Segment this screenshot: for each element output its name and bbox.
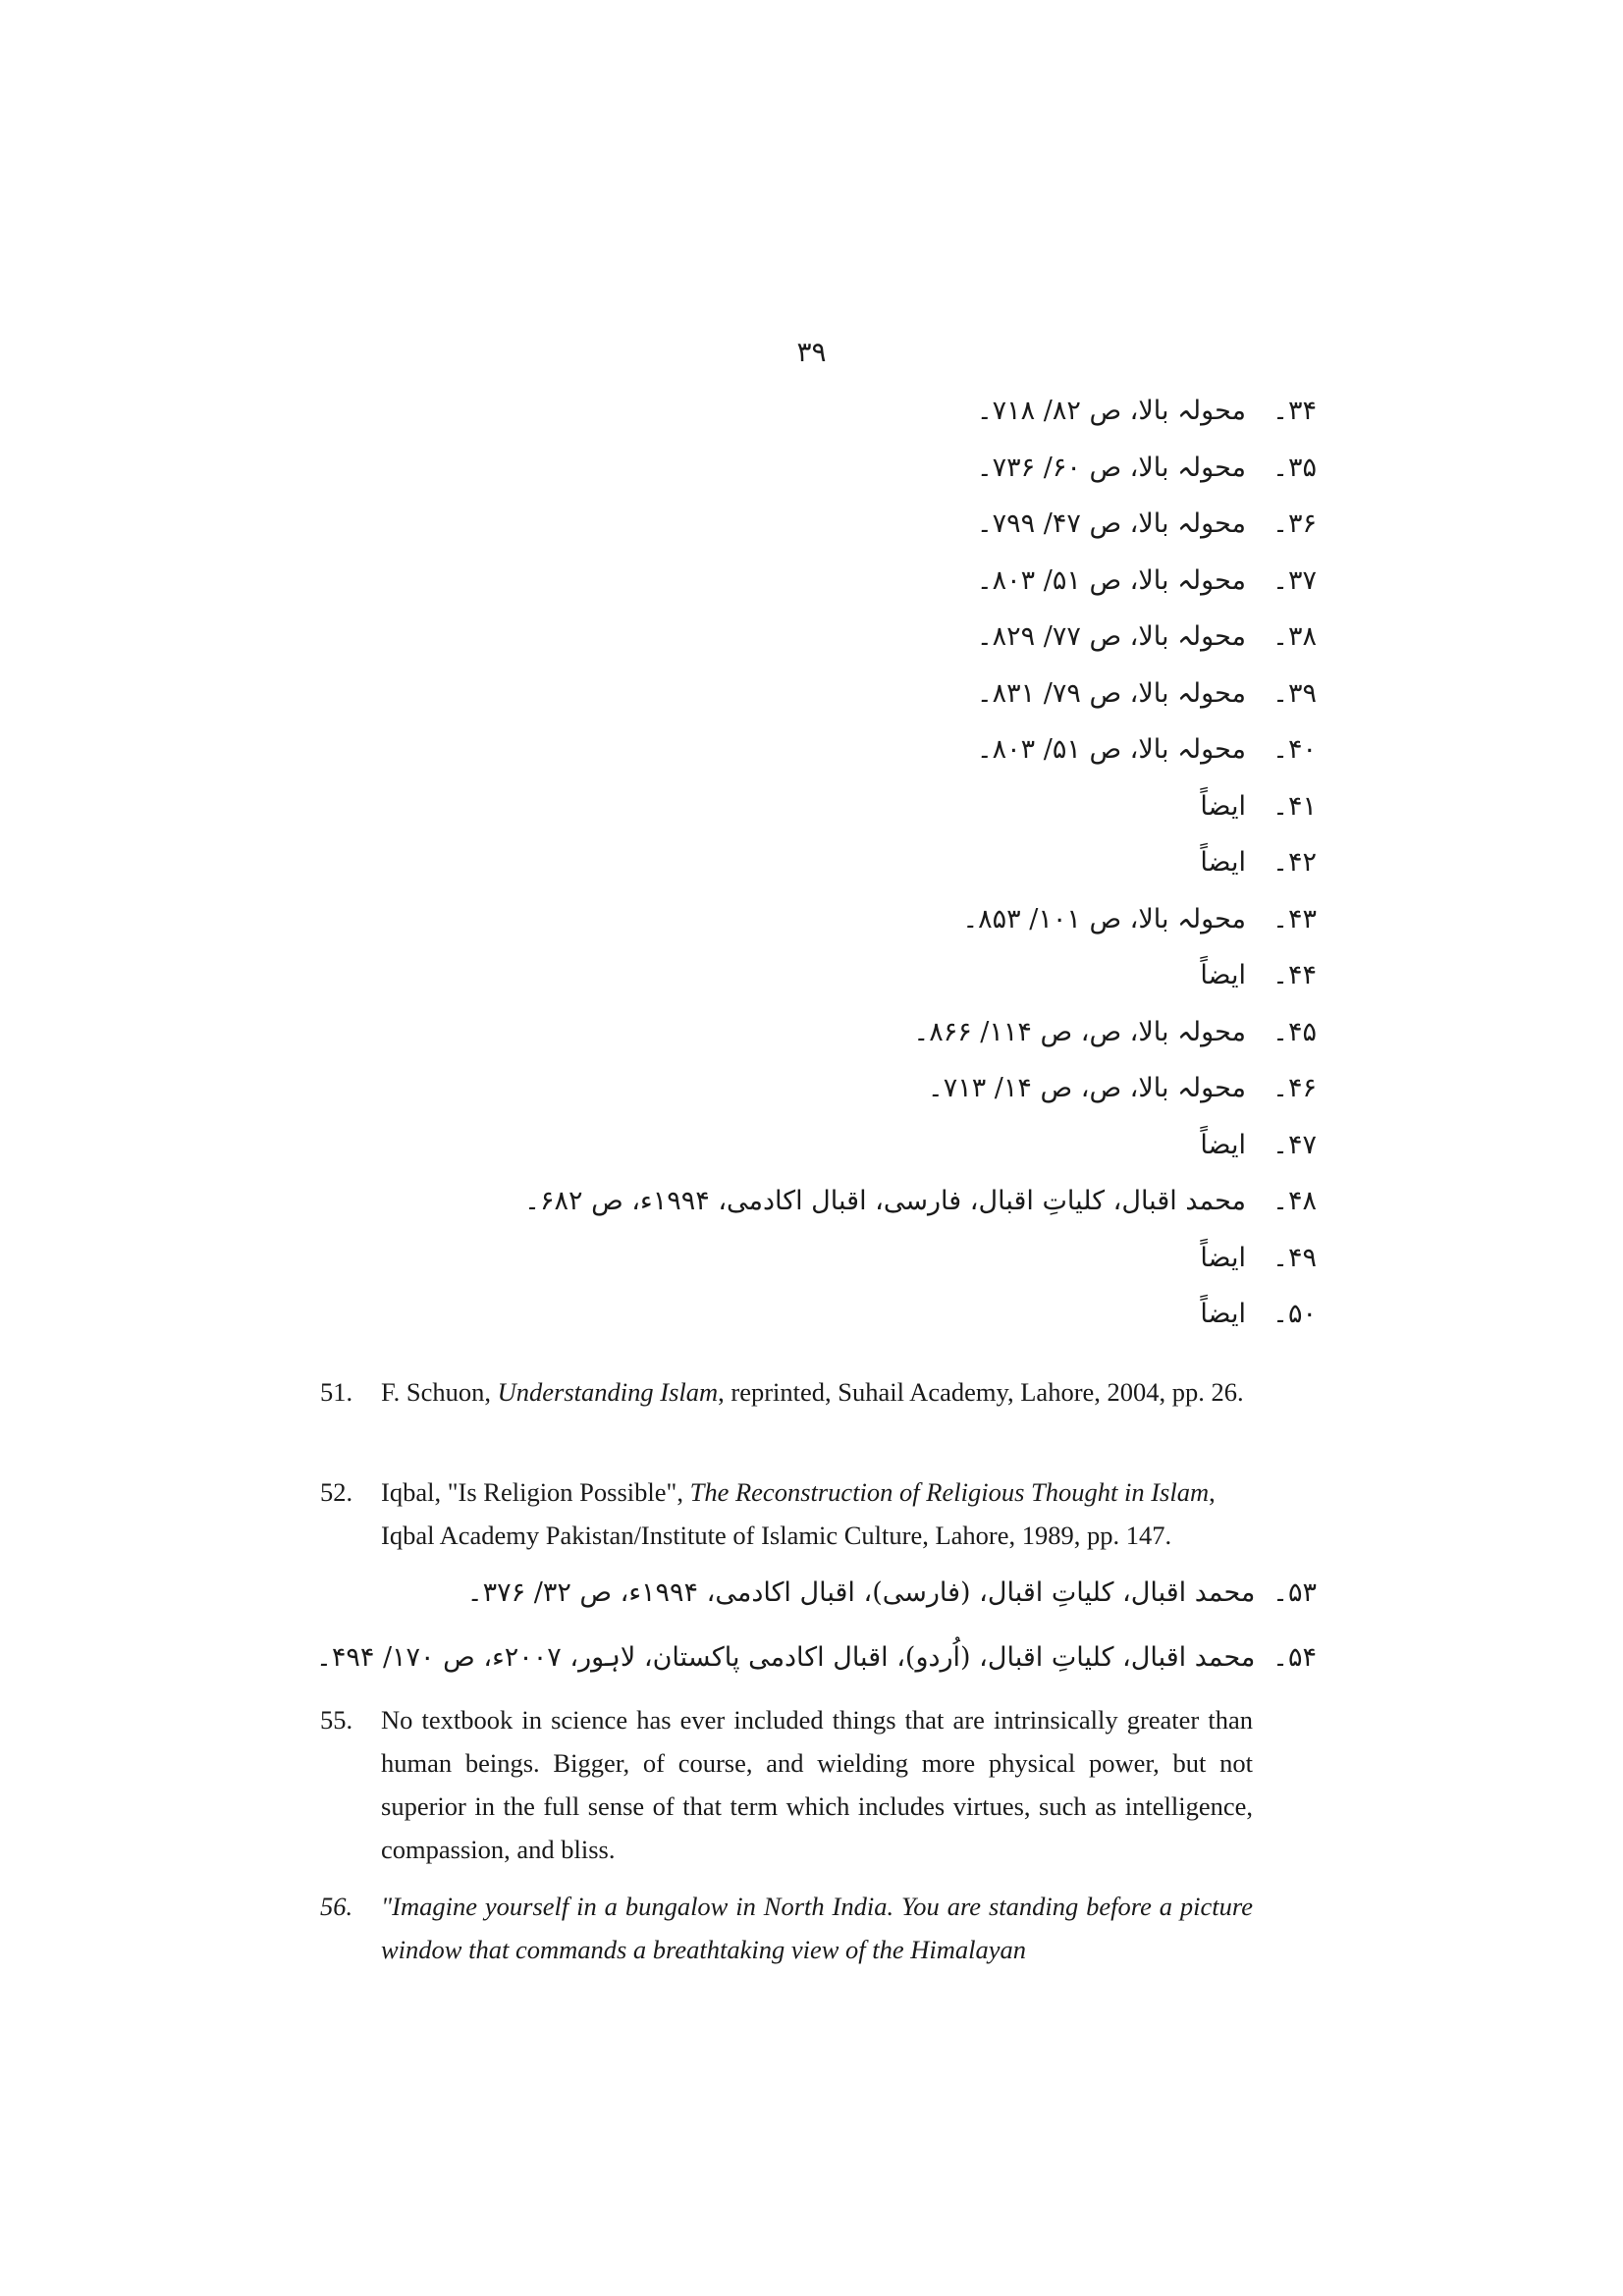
urdu-footnote (335, 778, 1317, 835)
urdu-footnote (335, 1004, 1317, 1061)
urdu-footnote (335, 609, 1317, 666)
footnote-number: ۴۸۔ (1272, 1186, 1317, 1216)
footnote-text: محولہ بالا، ص ۵۱/ ۸۰۳۔ (976, 564, 1246, 596)
urdu-footnote (335, 1060, 1317, 1117)
footnote-text: , Iqbal Academy Pakistan/Institute of Islamic Culture, Lahore, 1989, pp. 147. (381, 1477, 1216, 1550)
footnote-text: محمد اقبال، کلیاتِ اقبال، فارسی، اقبال اکادمی، ۱۹۹۴ء، ص ۶۸۲۔ (524, 1186, 1246, 1216)
footnote-text: ایضاً (1200, 960, 1246, 990)
page-number: ۳۹ (796, 336, 827, 368)
footnote-number: ۴۳۔ (1272, 903, 1317, 934)
urdu-footnote (335, 1230, 1317, 1287)
footnote-55 (320, 1698, 1253, 1871)
footnote-number: ۴۶۔ (1272, 1073, 1317, 1103)
footnote-54 (316, 1633, 1317, 1682)
footnote-text: محولہ بالا، ص ۵۱/ ۸۰۳۔ (976, 734, 1246, 765)
footnote-number: ۳۴۔ (1272, 396, 1317, 426)
footnote-text: محمد اقبال، کلیاتِ اقبال، (اُردو)، اقبال اکادمی پاکستان، لاہور، ۲۰۰۷ء، ص ۱۷۰/ ۴۹۴۔ (316, 1642, 1256, 1673)
footnote-text: ایضاً (1200, 1242, 1246, 1273)
footnote-text: F. Schuon, (381, 1377, 498, 1407)
urdu-footnote (335, 666, 1317, 722)
urdu-footnote (335, 947, 1317, 1004)
footnote-number: ۴۵۔ (1272, 1016, 1317, 1047)
footnote-number: ۴۲۔ (1272, 847, 1317, 878)
footnote-number: 51. (320, 1377, 353, 1407)
urdu-footnotes (335, 383, 1317, 1343)
urdu-footnote (335, 496, 1317, 553)
footnote-text: محولہ بالا، ص ۶۰/ ۷۳۶۔ (976, 452, 1246, 483)
footnote-text: ایضاً (1200, 790, 1246, 822)
footnote-number: 55. (320, 1705, 353, 1735)
footnote-53 (335, 1569, 1317, 1618)
footnote-text: ایضاً (1200, 847, 1246, 878)
urdu-footnote (335, 891, 1317, 948)
footnote-number: ۴۷۔ (1272, 1129, 1317, 1160)
footnote-number: 56. (320, 1892, 353, 1921)
book-title: Understanding Islam (497, 1377, 719, 1407)
footnote-number: ۴۱۔ (1272, 790, 1317, 822)
urdu-footnote (335, 1286, 1317, 1343)
footnote-number: ۳۸۔ (1272, 621, 1317, 652)
urdu-footnote (335, 553, 1317, 610)
footnote-number: ۳۷۔ (1272, 564, 1317, 596)
urdu-footnote (335, 440, 1317, 497)
urdu-footnote (335, 1173, 1317, 1230)
urdu-footnote (335, 383, 1317, 440)
footnote-text: No textbook in science has ever included things that are intrinsically greater than human beings. Bigger, of course, and wielding more physical power, but not superior in the full sense of that term which includes virtues, such as intelligence, compassion, and bliss. (381, 1705, 1253, 1864)
footnote-text: محمد اقبال، کلیاتِ اقبال، (فارسی)، اقبال اکادمی، ۱۹۹۴ء، ص ۳۲/ ۳۷۶۔ (466, 1577, 1256, 1608)
footnote-text: محولہ بالا، ص ۷۷/ ۸۲۹۔ (976, 621, 1246, 652)
footnote-number: ۴۰۔ (1272, 734, 1317, 765)
footnote-56 (320, 1885, 1253, 1971)
footnote-text: محولہ بالا، ص ۷۹/ ۸۳۱۔ (976, 677, 1246, 709)
footnote-text: Iqbal, "Is Religion Possible", (381, 1477, 690, 1507)
footnote-number: ۵۴۔ (1272, 1642, 1317, 1673)
urdu-footnote (335, 721, 1317, 778)
footnote-text: "Imagine yourself in a bungalow in North India. You are standing before a picture window that commands a breathtaking view of the Himalayan (381, 1892, 1253, 1964)
footnote-number: ۴۹۔ (1272, 1242, 1317, 1273)
footnote-number: ۳۵۔ (1272, 452, 1317, 483)
footnote-text: محولہ بالا، ص، ص ۱۴/ ۷۱۳۔ (927, 1073, 1246, 1103)
footnote-number: ۴۴۔ (1272, 960, 1317, 990)
footnote-text: محولہ بالا، ص ۸۲/ ۷۱۸۔ (976, 396, 1246, 426)
book-title: The Reconstruction of Religious Thought in Islam (689, 1477, 1210, 1507)
footnote-52 (320, 1470, 1253, 1557)
footnote-text: ایضاً (1200, 1299, 1246, 1329)
footnote-text: محولہ بالا، ص ۱۰۱/ ۸۵۳۔ (962, 903, 1246, 934)
footnote-text: محولہ بالا، ص ۴۷/ ۷۹۹۔ (976, 508, 1246, 539)
footnote-number: 52. (320, 1477, 353, 1507)
urdu-footnote (335, 1117, 1317, 1174)
footnote-51 (320, 1370, 1253, 1414)
footnote-number: ۳۹۔ (1272, 677, 1317, 709)
urdu-footnote (335, 834, 1317, 891)
footnote-number: ۵۳۔ (1272, 1577, 1317, 1608)
footnote-text: ایضاً (1200, 1129, 1246, 1160)
footnote-number: ۵۰۔ (1272, 1299, 1317, 1329)
footnote-text: , reprinted, Suhail Academy, Lahore, 2004, pp. 26. (718, 1377, 1244, 1407)
footnote-text: محولہ بالا، ص، ص ۱۱۴/ ۸۶۶۔ (913, 1016, 1246, 1047)
footnote-number: ۳۶۔ (1272, 508, 1317, 539)
